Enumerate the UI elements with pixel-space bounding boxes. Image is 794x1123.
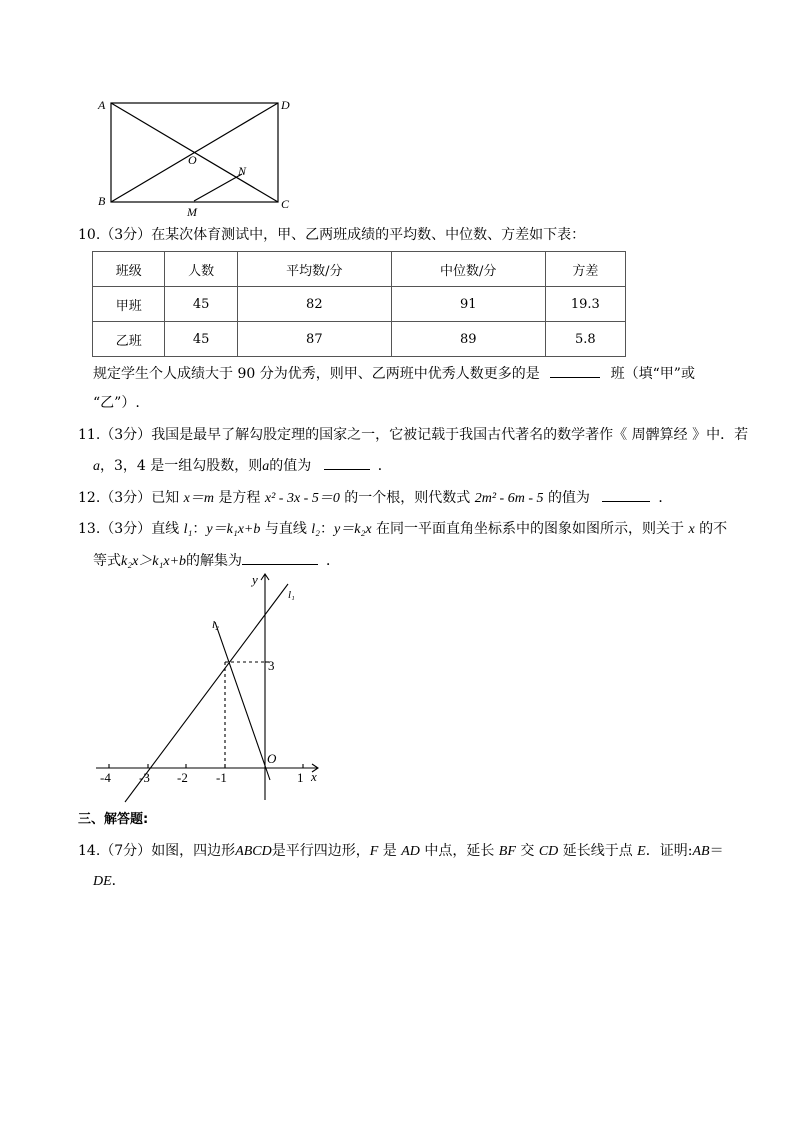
q13-l2: l₂	[311, 522, 321, 537]
origin-label: O	[267, 751, 277, 766]
table-cell: 乙班	[93, 322, 165, 357]
label-b: B	[98, 194, 106, 208]
q12-text-c: 的一个根，则代数式	[344, 490, 471, 506]
table-row	[93, 287, 626, 322]
q10-after-text2: 班（填“甲”或	[610, 366, 695, 382]
q10-table	[92, 251, 626, 357]
table-cell: 45	[165, 287, 237, 322]
q13-text-a: 直线	[151, 521, 180, 537]
q14-ab: AB	[692, 844, 710, 859]
q13-line2	[93, 550, 340, 572]
q11-text3: 的值为	[269, 458, 312, 474]
q10-answer-blank[interactable]	[550, 363, 600, 378]
label-m: M	[187, 205, 197, 218]
x-tick-label: 1	[297, 770, 304, 785]
q12-text-d: 的值为	[547, 490, 590, 506]
label-d: D	[281, 98, 290, 112]
q11-line2	[93, 455, 392, 477]
q11-end: ．	[377, 458, 392, 474]
q13-colon2: ：	[320, 521, 335, 537]
q14-ad: AD	[401, 844, 420, 859]
q13-ineq: k₂x＞k₁x+b	[121, 554, 187, 569]
q14-text-a: 如图，四边形	[151, 843, 236, 859]
q14-text-h: ＝	[709, 843, 724, 859]
q11-text2: ，3，4 是一组勾股数，则	[100, 458, 263, 474]
q14-e: E	[637, 844, 646, 859]
table-cell: 87	[237, 322, 391, 357]
label-c: C	[281, 197, 290, 211]
q14-text-b: 是平行四边形，	[271, 843, 370, 859]
q12-eq2: x² - 3x - 5＝0	[264, 491, 340, 506]
section-title: 三、解答题:	[78, 812, 149, 827]
table-header-row	[93, 252, 626, 287]
q11-number: 11.	[78, 427, 101, 443]
q14-abcd: ABCD	[235, 844, 272, 859]
q14-end: ．	[111, 873, 126, 889]
q10-after-line2	[93, 393, 140, 413]
q10-after-text: 规定学生个人成绩大于 90 分为优秀，则甲、乙两班中优秀人数更多的是	[93, 366, 540, 382]
q11-points: （3分）	[100, 427, 152, 443]
q14-text-f: 延长线于点	[562, 843, 633, 859]
q12-eq3: 2m² - 6m - 5	[474, 491, 544, 506]
q13-text-g: 等式	[93, 553, 121, 569]
q10-stem	[78, 225, 585, 245]
q14-text-g: ．证明:	[645, 843, 693, 859]
q10-number: 10.	[78, 227, 101, 243]
q13-eq1: y＝k₁x+b	[206, 522, 261, 537]
table-cell: 甲班	[93, 287, 165, 322]
q11-line1	[78, 425, 748, 445]
label-o: O	[188, 153, 197, 167]
q12-line	[78, 487, 672, 509]
l2-label: l₂	[212, 619, 219, 631]
q10-after-text3: “乙”）.	[93, 395, 140, 411]
q13-end: ．	[326, 553, 341, 569]
q14-text-d: 中点，延长	[424, 843, 495, 859]
q13-graph	[90, 570, 330, 806]
q13-number: 13.	[78, 521, 101, 537]
table-cell: 5.8	[545, 322, 625, 357]
q13-var-x: x	[688, 522, 695, 537]
q11-answer-blank[interactable]	[324, 455, 370, 470]
table-cell: 91	[391, 287, 545, 322]
x-tick-label: -1	[216, 770, 227, 785]
q10-after-line1	[93, 363, 695, 384]
q10-points: （3分）	[100, 227, 152, 243]
table-header-cell: 人数	[165, 252, 237, 287]
table-header-cell: 平均数/分	[237, 252, 391, 287]
q11-var-a: a	[93, 459, 100, 474]
q12-text-a: 已知	[151, 490, 180, 506]
label-a: A	[98, 98, 106, 112]
table-cell: 82	[237, 287, 391, 322]
q14-number: 14.	[78, 843, 101, 859]
q14-bf: BF	[498, 844, 516, 859]
l1-label: l₁	[288, 589, 295, 601]
x-tick-label: -4	[100, 770, 111, 785]
q13-text-h: 的解集为	[186, 553, 243, 569]
table-cell: 89	[391, 322, 545, 357]
q12-number: 12.	[78, 490, 101, 506]
q14-points: （7分）	[100, 843, 152, 859]
table-header-cell: 中位数/分	[391, 252, 545, 287]
q13-eq2: y＝k₂x	[334, 522, 372, 537]
q13-text-f: 的不	[699, 521, 728, 537]
q14-f: F	[369, 844, 379, 859]
table-header-cell: 方差	[545, 252, 625, 287]
q13-colon1: ：	[192, 521, 207, 537]
axis-x-label: x	[311, 769, 317, 784]
q14-line2	[93, 871, 126, 892]
axis-y-label: y	[252, 572, 258, 587]
q13-answer-blank[interactable]	[242, 550, 318, 565]
q13-l1: l₁	[183, 522, 193, 537]
q13-text-c: 与直线	[264, 521, 307, 537]
table-header-cell: 班级	[93, 252, 165, 287]
q14-text-e: 交	[520, 843, 535, 859]
q10-text: 在某次体育测试中，甲、乙两班成绩的平均数、中位数、方差如下表：	[151, 227, 586, 243]
q14-line1	[78, 841, 724, 862]
table-cell: 45	[165, 322, 237, 357]
x-tick-label: -2	[177, 770, 188, 785]
x-tick-label: -3	[139, 770, 150, 785]
q13-text-e: 在同一平面直角坐标系中的图象如图所示，则关于	[376, 521, 685, 537]
q14-text-c: 是	[382, 843, 397, 859]
table-row	[93, 322, 626, 357]
q14-de: DE	[93, 874, 112, 889]
table-cell: 19.3	[545, 287, 625, 322]
q13-points: （3分）	[100, 521, 152, 537]
q12-end: ．	[658, 490, 673, 506]
segment-mn	[194, 174, 242, 201]
q12-eq1: x＝m	[183, 491, 214, 506]
rectangle-figure	[90, 92, 300, 218]
label-n: N	[238, 164, 247, 178]
q14-cd: CD	[538, 844, 559, 859]
q12-text-b: 是方程	[218, 490, 261, 506]
q12-points: （3分）	[100, 490, 152, 506]
q13-line1	[78, 519, 727, 540]
q12-answer-blank[interactable]	[602, 487, 650, 502]
y-tick-label-3: 3	[268, 658, 275, 673]
q11-text: 我国是最早了解勾股定理的国家之一，它被记载于我国古代著名的数学著作《 周髀算经 》中．若	[151, 427, 749, 443]
q11-var-a2: a	[262, 459, 270, 474]
